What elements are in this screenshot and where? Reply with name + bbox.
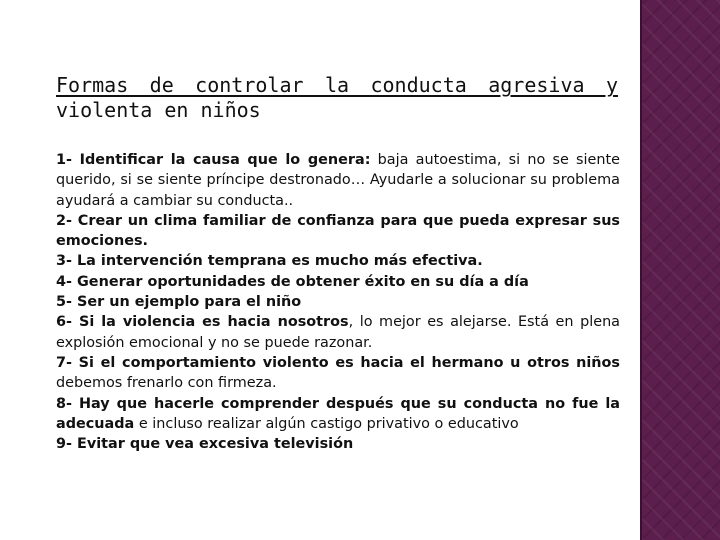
list-item xyxy=(56,434,620,454)
list-item xyxy=(56,292,620,312)
list-item xyxy=(56,251,620,271)
item-bold-text: 8- Hay que hacerle comprender después que su conducta no fue la adecuada xyxy=(56,395,620,432)
item-bold-text: 6- Si la violencia es hacia nosotros xyxy=(56,314,349,331)
item-text: debemos frenarlo con firmeza. xyxy=(56,375,277,392)
title-line-1: Formas de controlar la conducta agresiva y xyxy=(56,73,618,97)
list-item xyxy=(56,312,620,353)
title-line-2: violenta en niños xyxy=(56,98,261,122)
item-text: , lo mejor es alejarse. Está en plena explosión emocional y no se puede razonar. xyxy=(56,314,621,351)
item-bold-text: 1- Identificar la causa que lo genera: xyxy=(56,152,371,168)
item-bold-text: 3- La intervención temprana es mucho más efectiva. xyxy=(56,253,483,270)
item-bold-text: 4- Generar oportunidades de obtener éxito en su día a día xyxy=(56,273,529,290)
list-item xyxy=(56,150,620,211)
item-bold-text: 5- Ser un ejemplo para el niño xyxy=(56,294,302,311)
decorative-side-panel xyxy=(640,0,720,540)
item-text: baja autoestima, si no se siente querido, si se siente príncipe destronado… Ayudarle a solucionar su problema ayudará a cambiar su conducta.. xyxy=(56,152,620,209)
list-item xyxy=(56,353,620,394)
item-bold-text: 9- Evitar que vea excesiva televisión xyxy=(56,436,354,453)
slide-title xyxy=(56,73,618,123)
list-item xyxy=(56,394,620,435)
slide-body xyxy=(56,150,620,454)
list-item xyxy=(56,272,620,292)
list-item xyxy=(56,211,620,252)
item-bold-text: 7- Si el comportamiento violento es hacia el hermano u otros niños xyxy=(56,354,620,371)
item-text: e incluso realizar algún castigo privativo o educativo xyxy=(134,415,519,432)
item-bold-text: 2- Crear un clima familiar de confianza para que pueda expresar sus emociones. xyxy=(56,212,620,250)
